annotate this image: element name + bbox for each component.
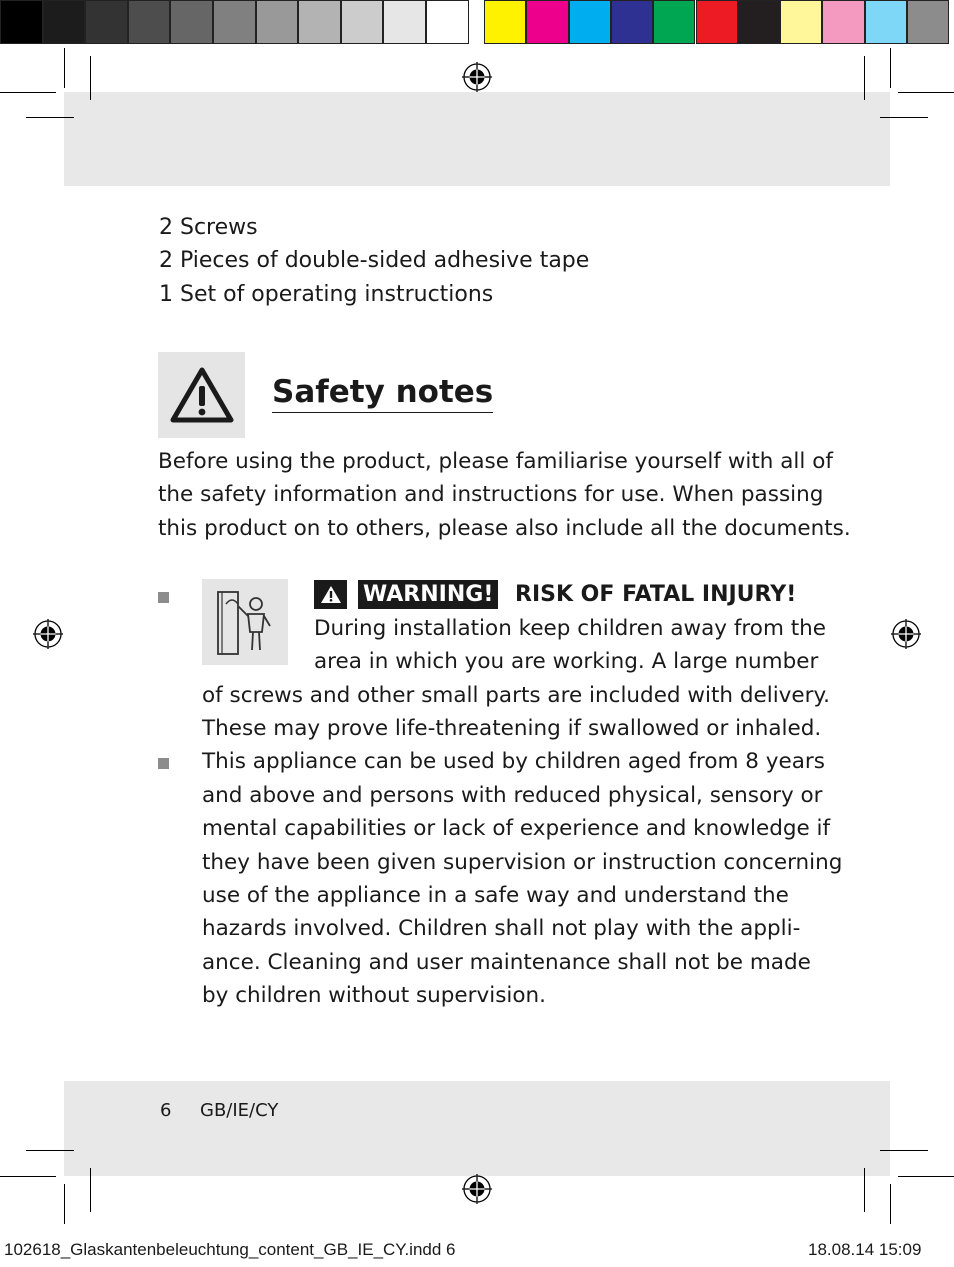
slug-file-name: 102618_Glaskantenbeleuchtung_content_GB_IE_CY.indd 6 [4,1240,456,1259]
color-swatch [526,0,568,44]
header-band [64,92,890,186]
color-swatch [0,0,43,44]
slug-date-time: 18.08.14 15:09 [808,1240,922,1259]
page-number: 6 [160,1100,172,1121]
color-swatch [822,0,864,44]
warning-symbol-box [158,352,245,438]
color-swatch [128,0,171,44]
color-swatch [383,0,426,44]
warning-triangle-icon [319,584,343,605]
warning-line: of screws and other small parts are included with delivery. [202,683,830,708]
crop-mark [26,1150,74,1151]
crop-mark [864,1168,865,1212]
crop-mark [898,92,954,93]
contents-item: 2 Pieces of double-sided adhesive tape [159,248,590,273]
warning-line: These may prove life-threatening if swallowed or inhaled. [202,716,822,741]
child-pictogram-box [202,579,288,665]
footer-band [64,1081,890,1176]
crop-mark [890,1184,891,1224]
bullet-marker [158,592,169,603]
intro-line: this product on to others, please also include all the documents. [158,516,851,541]
section-title: Safety notes [272,374,493,413]
color-swatch [738,0,780,44]
warning-badge [314,580,347,609]
bullet-line: by children without supervision. [202,983,546,1008]
crop-mark [64,48,65,88]
color-swatch [213,0,256,44]
bullet-line: they have been given supervision or instruction concerning [202,850,843,875]
crop-mark [0,1176,56,1177]
crop-mark [64,1184,65,1224]
color-swatch [170,0,213,44]
crop-mark [880,1150,928,1151]
color-swatch [43,0,86,44]
bullet-line: use of the appliance in a safe way and understand the [202,883,789,908]
warning-line: area in which you are working. A large number [314,649,819,674]
bullet-line: and above and persons with reduced physical, sensory or [202,783,823,808]
color-swatch [85,0,128,44]
warning-triangle-icon [169,366,235,424]
color-swatch [256,0,299,44]
registration-mark-icon [462,62,492,92]
color-swatch [426,0,469,44]
crop-mark [880,117,928,118]
color-swatch [865,0,907,44]
crop-mark [898,1176,954,1177]
contents-item: 2 Screws [159,215,258,240]
color-swatch [611,0,653,44]
registration-mark-icon [462,1174,492,1204]
bullet-line: mental capabilities or lack of experience and knowledge if [202,816,831,841]
color-swatch [341,0,384,44]
crop-mark [890,48,891,88]
bullet-line: This appliance can be used by children aged from 8 years [202,749,825,774]
bullet-marker [158,758,169,769]
color-swatch [696,0,738,44]
color-swatch [569,0,611,44]
language-code: GB/IE/CY [200,1100,279,1121]
intro-line: Before using the product, please familiarise yourself with all of [158,449,833,474]
bullet-line: hazards involved. Children shall not play with the appli- [202,916,801,941]
color-swatch [484,0,526,44]
contents-item: 1 Set of operating instructions [159,282,494,307]
crop-mark [0,92,56,93]
color-swatch [298,0,341,44]
registration-mark-icon [891,619,921,649]
crop-mark [26,117,74,118]
crop-mark [90,56,91,100]
bullet-line: ance. Cleaning and user maintenance shall not be made [202,950,811,975]
intro-line: the safety information and instructions for use. When passing [158,482,824,507]
crop-mark [90,1168,91,1212]
registration-mark-icon [33,619,63,649]
warning-label: WARNING! [358,580,498,609]
color-swatch [653,0,695,44]
color-swatch [907,0,949,44]
color-swatch [780,0,822,44]
risk-label: RISK OF FATAL INJURY! [515,582,797,607]
crop-mark [864,56,865,100]
warning-line: During installation keep children away from the [314,616,827,641]
child-at-window-icon [212,586,278,658]
